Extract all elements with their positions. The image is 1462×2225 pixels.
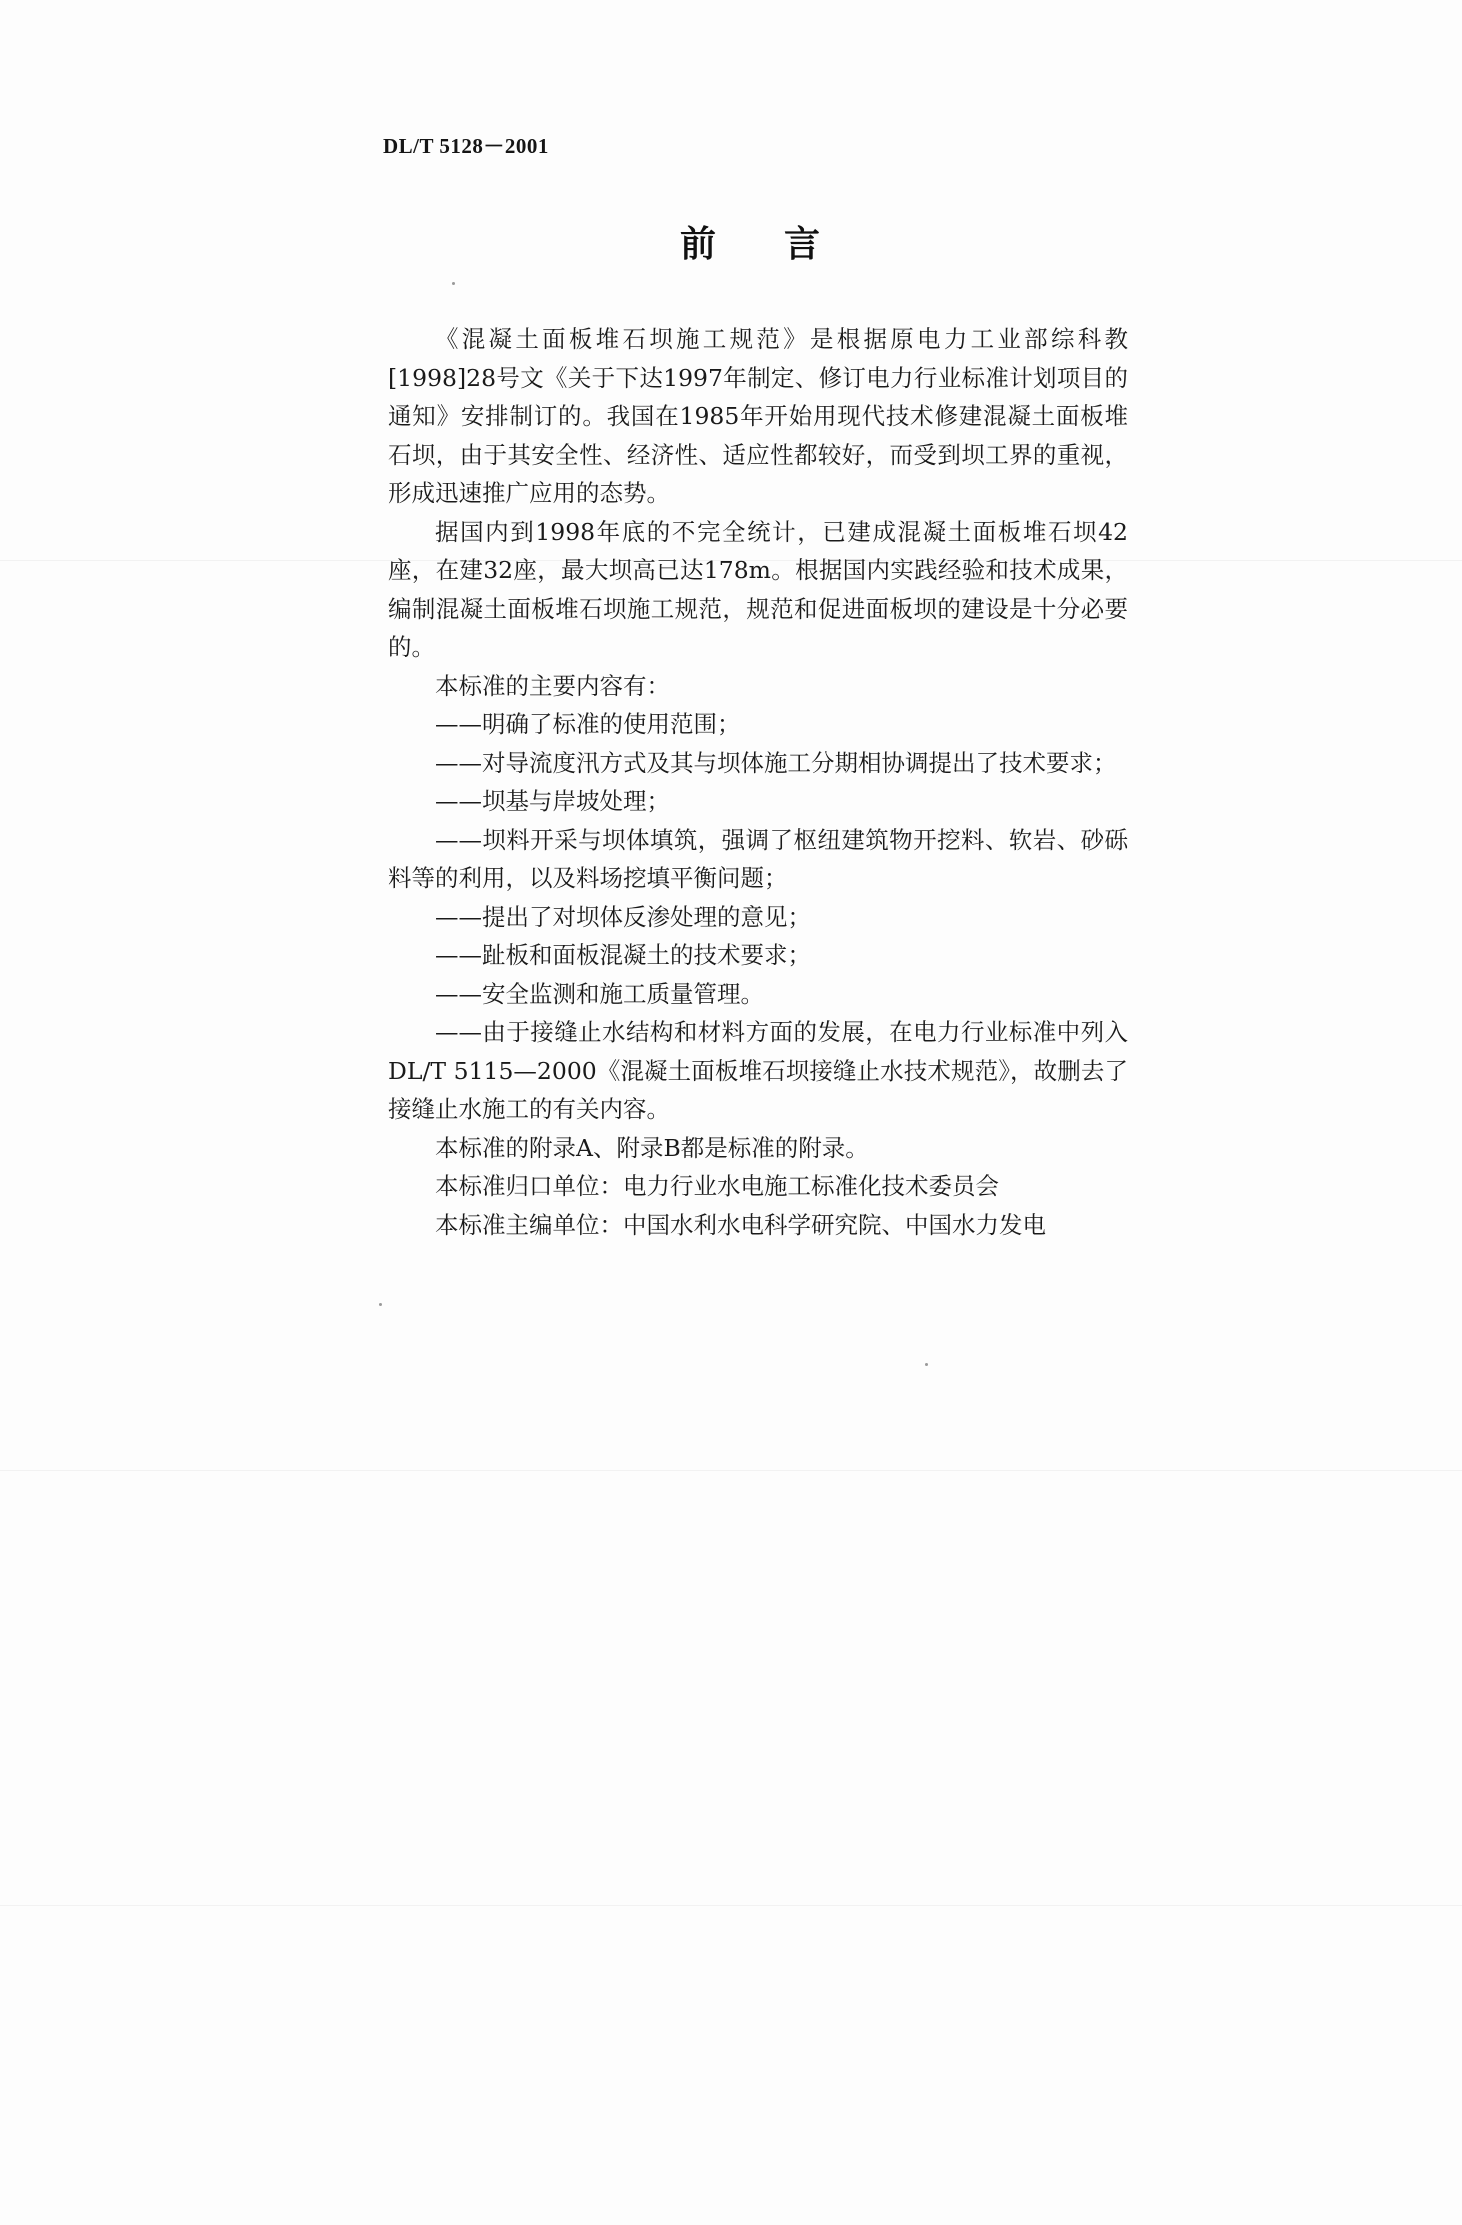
page-title: 前言 xyxy=(680,223,889,265)
paragraph: 本标准的主要内容有： xyxy=(435,671,670,700)
scan-line xyxy=(0,1470,1462,1471)
list-item: ——明确了标准的使用范围； xyxy=(435,710,741,738)
paragraph: 据国内到1998年底的不完全统计，已建成混凝土面板堆石坝42座，在建32座，最大坝高已达178m。根据国内实践经验和技术成果，编制混凝土面板堆石坝施工规范，规范和促进面板坝的建设是十分必要的。 xyxy=(388,517,1128,661)
list-item: ——提出了对坝体反渗处理的意见； xyxy=(435,902,811,931)
body-text xyxy=(388,320,1128,1244)
standard-code: DL/T 5128－2001 xyxy=(383,134,549,158)
paragraph: 《混凝土面板堆石坝施工规范》是根据原电力工业部综科教[1998]28号文《关于下达1997年制定、修订电力行业标准计划项目的通知》安排制订的。我国在1985年开始用现代技术修建混凝土面板堆石坝，由于其安全性、经济性、适应性都较好，而受到坝工界的重视，形成迅速推广应用的态势。 xyxy=(388,325,1128,507)
scan-speck xyxy=(925,1363,928,1366)
paragraph: 本标准主编单位：中国水利水电科学研究院、中国水力发电 xyxy=(435,1210,1046,1239)
scan-line xyxy=(0,1905,1462,1906)
list-item: ——坝基与岸坡处理； xyxy=(435,787,670,815)
list-item: ——坝料开采与坝体填筑，强调了枢纽建筑物开挖料、软岩、砂砾料等的利用，以及料场挖填平衡问题； xyxy=(388,825,1128,892)
list-item: ——对导流度汛方式及其与坝体施工分期相协调提出了技术要求； xyxy=(435,748,1117,777)
list-item: ——安全监测和施工质量管理。 xyxy=(435,979,764,1008)
paragraph: 本标准的附录A、附录B都是标准的附录。 xyxy=(435,1133,869,1162)
scan-speck xyxy=(452,282,455,285)
scan-speck xyxy=(379,1303,382,1306)
paragraph: 本标准归口单位：电力行业水电施工标准化技术委员会 xyxy=(435,1172,999,1200)
list-item: ——由于接缝止水结构和材料方面的发展，在电力行业标准中列入DL/T 5115—2000《混凝土面板堆石坝接缝止水技术规范》，故删去了接缝止水施工的有关内容。 xyxy=(388,1018,1128,1123)
list-item: ——趾板和面板混凝土的技术要求； xyxy=(435,941,811,969)
